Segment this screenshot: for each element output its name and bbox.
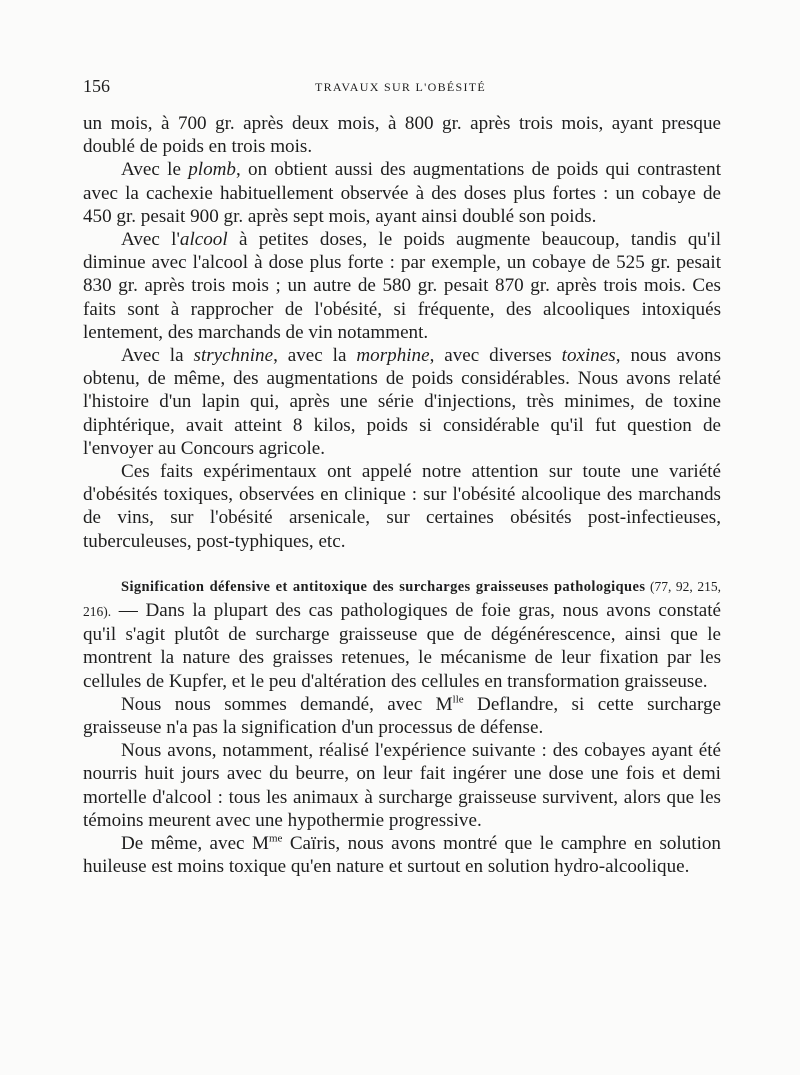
paragraph-continuation <box>83 112 721 158</box>
text-run: Avec l' <box>121 229 180 251</box>
text-run: Avec la <box>121 345 194 367</box>
text-run: à petites doses, le poids augmente beaucoup, tandis qu'il diminue avec l'alcool à dose plus forte : par exemple, un cobaye de 525 gr. pesait 830 gr. après trois mois ; un autre de 580 gr. pesait 870 gr. après trois mois. Ces faits sont à rapprocher de l'obésité, si fréquente, des alcooliques intoxiqués lentement, des marchands de vin notamment. <box>83 229 721 343</box>
running-title: TRAVAUX SUR L'OBÉSITÉ <box>315 80 487 94</box>
page-number: 156 <box>83 76 110 96</box>
italic-term: plomb <box>188 159 236 181</box>
paragraph-text: Ces faits expérimentaux ont appelé notre attention sur toute une variété d'obésités toxiques, observées en clinique : sur l'obésité alcoolique des marchands de vins, sur l'obésité arsenicale, sur certaines obésités post-infectieuses, tuberculeuses, post-typhiques, etc. <box>83 461 721 552</box>
text-run: Avec le <box>121 159 189 181</box>
italic-term: strychnine <box>193 345 274 367</box>
paragraph-strychnine <box>83 344 721 460</box>
text-run: De même, avec M <box>121 833 269 855</box>
paragraph-deflandre <box>83 693 721 739</box>
paragraph-text: Nous avons, notamment, réalisé l'expérience suivante : des cobayes ayant été nourris huit jours avec du beurre, on leur fait ingérer une dose une fois et demi mortelle d'alcool : tous les animaux à surcharge graisseuse survivent, alors que les témoins meurent avec une hypothermie progressive. <box>83 740 721 831</box>
paragraph-obesites-toxiques <box>83 460 721 553</box>
text-run: , avec diverses <box>429 345 562 367</box>
paragraph-cairis <box>83 832 721 878</box>
text-run: , nous avons obtenu, de même, des augmentations de poids considérables. Nous avons relaté l'histoire d'un lapin qui, après une série d'injections, très minimes, de toxine diphtérique, avait atteint 8 kilos, poids si considérable qu'il fut question de l'envoyer au Concours agricole. <box>83 345 721 459</box>
text-run: , avec la <box>273 345 357 367</box>
paragraph-experience <box>83 739 721 832</box>
running-header <box>83 76 723 98</box>
italic-term: alcool <box>179 229 228 251</box>
text-run: Caïris, nous avons montré que le camphre en solution huileuse est moins toxique qu'en nature et surtout en solution hydro-alcoolique. <box>83 833 721 878</box>
superscript: lle <box>452 693 464 706</box>
text-run: Nous nous sommes demandé, avec M <box>121 693 453 715</box>
paragraph-text: un mois, à 700 gr. après deux mois, à 800 gr. après trois mois, ayant presque doublé de poids en trois mois. <box>83 113 721 158</box>
italic-term: toxines <box>561 345 616 367</box>
superscript: me <box>268 832 283 845</box>
text-run: , on obtient aussi des augmentations de poids qui contrastent avec la cachexie habituellement observée à des doses plus fortes : un cobaye de 450 gr. pesait 900 gr. après sept mois, ayant ainsi doublé son poids. <box>83 159 722 227</box>
section-references: (77, 92, 215, 216). <box>83 578 721 620</box>
paragraph-text: — Dans la plupart des cas pathologiques de foie gras, nous avons constaté qu'il s'agit plutôt de surcharge graisseuse que de dégénérescence, ainsi que le montrent la nature des graisses retenues, le mécanisme de leur fixation par les cellules de Kupfer, et le peu d'altération des cellules en transformation graisseuse. <box>83 600 721 692</box>
section-heading: Signification défensive et antitoxique des surcharges graisseuses pathologiques <box>121 578 646 595</box>
section-paragraph <box>83 574 721 693</box>
italic-term: morphine <box>356 345 430 367</box>
paragraph-alcool <box>83 228 721 344</box>
paragraph-plomb <box>83 158 721 228</box>
text-run: Deflandre, si cette surcharge graisseuse n'a pas la signification d'un processus de défense. <box>83 693 721 739</box>
body-text <box>83 112 721 879</box>
